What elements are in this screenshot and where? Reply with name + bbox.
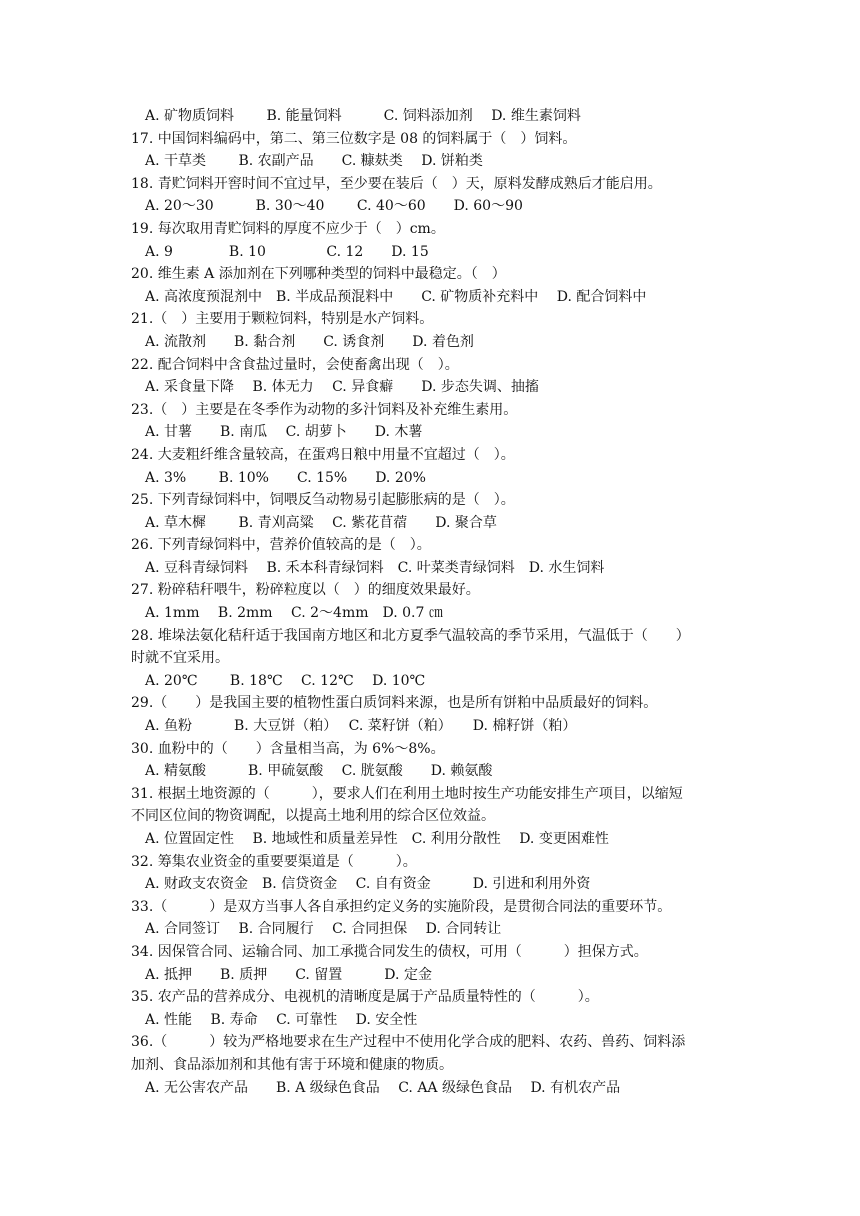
answer-options: A. 矿物质饲料 B. 能量饲料 C. 饲料添加剂 D. 维生素饲料 bbox=[145, 108, 581, 124]
answer-options: A. 干草类 B. 农副产品 C. 糠麸类 D. 饼粕类 bbox=[145, 153, 483, 170]
question-text: 26. 下列青绿饲料中，营养价值较高的是（ ）。 bbox=[131, 537, 431, 554]
answer-options: A. 性能 B. 寿命 C. 可靠性 D. 安全性 bbox=[145, 1011, 418, 1028]
answer-options: A. 20～30 B. 30～40 C. 40～60 D. 60～90 bbox=[145, 198, 523, 215]
question-text: 31. 根据土地资源的（ ），要求人们在利用土地时按生产功能安排生产项目，以缩短 bbox=[131, 785, 683, 802]
question-text: 22. 配合饲料中含食盐过量时，会使畜禽出现（ ）。 bbox=[131, 356, 459, 373]
answer-options: A. 甘薯 B. 南瓜 C. 胡萝卜 D. 木薯 bbox=[145, 424, 423, 441]
answer-options: A. 9 B. 10 C. 12 D. 15 bbox=[145, 243, 429, 260]
answer-options: A. 财政支农资金 B. 信贷资金 C. 自有资金 D. 引进和利用外资 bbox=[145, 876, 591, 893]
question-text: 33.（ ）是双方当事人各自承担约定义务的实施阶段，是贯彻合同法的重要环节。 bbox=[131, 898, 672, 915]
question-text: 17. 中国饲料编码中，第二、第三位数字是 08 的饲料属于（ ）饲料。 bbox=[131, 130, 577, 147]
question-text: 29.（ ）是我国主要的植物性蛋白质饲料来源，也是所有饼粕中品质最好的饲料。 bbox=[131, 695, 658, 712]
answer-options: A. 1mm B. 2mm C. 2～4mm D. 0.7 ㎝ bbox=[145, 605, 443, 622]
question-text: 32. 筹集农业资金的重要要渠道是（ ）。 bbox=[131, 853, 417, 870]
answer-options: A. 20℃ B. 18℃ C. 12℃ D. 10℃ bbox=[145, 672, 426, 689]
question-text: 30. 血粉中的（ ）含量相当高，为 6%～8%。 bbox=[131, 740, 445, 757]
answer-options: A. 草木樨 B. 青刈高粱 C. 紫花苜蓿 D. 聚合草 bbox=[145, 514, 497, 531]
question-text: 35. 农产品的营养成分、电视机的清晰度是属于产品质量特性的（ ）。 bbox=[131, 989, 599, 1006]
answer-options: A. 抵押 B. 质押 C. 留置 D. 定金 bbox=[145, 966, 432, 983]
question-text: 28. 堆垛法氨化秸秆适于我国南方地区和北方夏季气温较高的季节采用，气温低于（ ） bbox=[131, 627, 690, 644]
answer-options: A. 鱼粉 B. 大豆饼（粕） C. 菜籽饼（粕） D. 棉籽饼（粕） bbox=[145, 718, 577, 735]
answer-options: A. 流散剂 B. 黏合剂 C. 诱食剂 D. 着色剂 bbox=[145, 333, 474, 350]
question-text: 20. 维生素 A 添加剂在下列哪种类型的饲料中最稳定。（ ） bbox=[131, 266, 506, 283]
question-text: 19. 每次取用青贮饲料的厚度不应少于（ ）cm。 bbox=[131, 220, 445, 237]
question-text: 24. 大麦粗纤维含量较高，在蛋鸡日粮中用量不宜超过（ ）。 bbox=[131, 446, 515, 463]
answer-options: A. 高浓度预混剂中 B. 半成品预混料中 C. 矿物质补充料中 D. 配合饲料中 bbox=[145, 288, 647, 305]
answer-options: A. 采食量下降 B. 体无力 C. 异食癖 D. 步态失调、抽搐 bbox=[145, 379, 539, 396]
answer-options: A. 位置固定性 B. 地域性和质量差异性 C. 利用分散性 D. 变更困难性 bbox=[145, 831, 609, 847]
answer-options: A. 合同签订 B. 合同履行 C. 合同担保 D. 合同转让 bbox=[145, 921, 502, 938]
answer-options: A. 无公害农产品 B. A 级绿色食品 C. AA 级绿色食品 D. 有机农产品 bbox=[145, 1079, 621, 1096]
answer-options: A. 3% B. 10% C. 15% D. 20% bbox=[145, 469, 426, 486]
question-text: 23.（ ）主要是在冬季作为动物的多汁饲料及补充维生素用。 bbox=[131, 401, 518, 418]
question-text-continued: 时就不宜采用。 bbox=[131, 650, 229, 667]
question-text-continued: 不同区位间的物资调配，以提高土地利用的综合区位效益。 bbox=[131, 808, 495, 825]
question-text: 36.（ ）较为严格地要求在生产过程中不使用化学合成的肥料、农药、兽药、饲料添 bbox=[131, 1034, 686, 1051]
answer-options: A. 精氨酸 B. 甲硫氨酸 C. 胱氨酸 D. 赖氨酸 bbox=[145, 763, 493, 780]
question-text: 21.（ ）主要用于颗粒饲料，特别是水产饲料。 bbox=[131, 311, 434, 328]
question-text: 34. 因保管合同、运输合同、加工承揽合同发生的债权，可用（ ）担保方式。 bbox=[131, 943, 648, 960]
question-text: 25. 下列青绿饲料中，饲喂反刍动物易引起膨胀病的是（ ）。 bbox=[131, 492, 515, 509]
question-text: 27. 粉碎秸秆喂牛，粉碎粒度以（ ）的细度效果最好。 bbox=[131, 582, 480, 599]
question-text: 18. 青贮饲料开窖时间不宜过早，至少要在装后（ ）天，原料发酵成熟后才能启用。 bbox=[131, 175, 662, 192]
question-list bbox=[131, 105, 751, 1099]
answer-options: A. 豆科青绿饲料 B. 禾本科青绿饲料 C. 叶菜类青绿饲料 D. 水生饲料 bbox=[145, 559, 605, 576]
question-text-continued: 加剂、食品添加剂和其他有害于环境和健康的物质。 bbox=[131, 1056, 453, 1073]
